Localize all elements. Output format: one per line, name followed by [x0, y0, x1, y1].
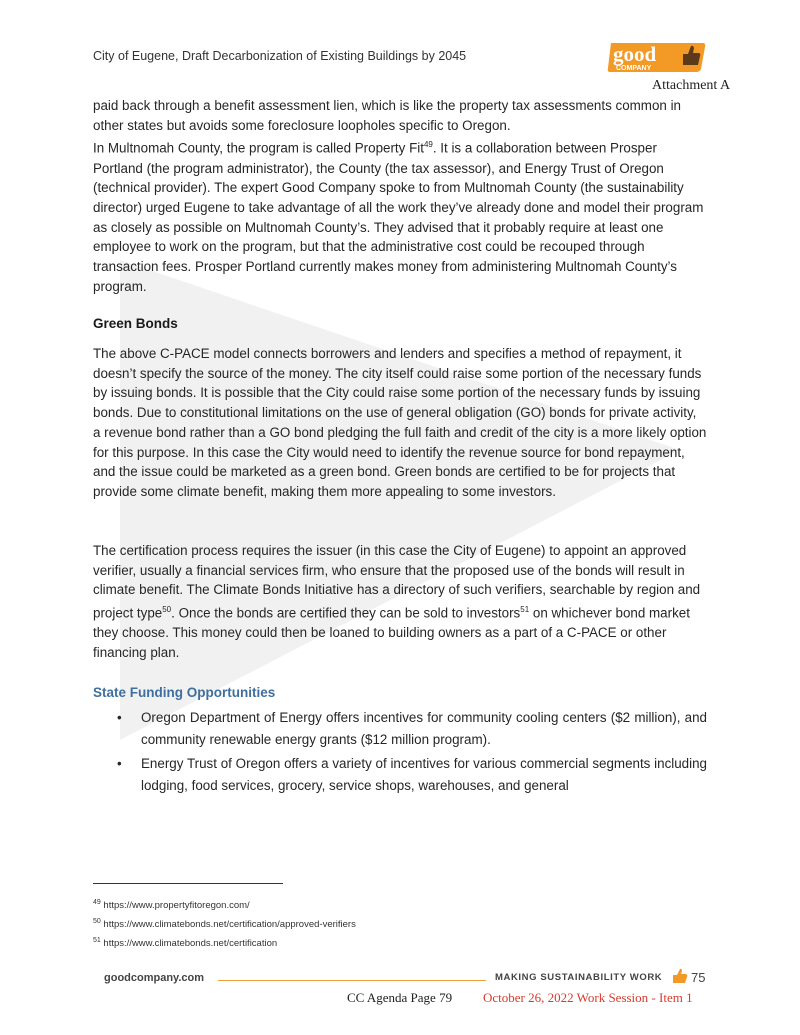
- footnote-ref-50: 50: [162, 605, 172, 615]
- footnote-link[interactable]: https://www.climatebonds.net/certification: [100, 938, 278, 950]
- agenda-page-label: CC Agenda Page 79: [347, 990, 453, 1005]
- list-item-text: Oregon Department of Energy offers incentives for community cooling centers ($2 million), and community renewable energy grants ($12 million program).: [141, 710, 707, 747]
- footnote-link[interactable]: https://www.climatebonds.net/certification/approved-verifiers: [100, 919, 356, 931]
- green-bonds-p2: [93, 541, 707, 663]
- footnote-num: 50: [93, 918, 101, 926]
- green-bonds-p1: The above C-PACE model connects borrowers and lenders and specifies a method of repayment, it doesn’t specify the source of the money. The city itself could raise some portion of the necessary funds by issuing bonds. It is possible that the City could raise some portion of the necessary funds by issuing bonds. Due to constitutional limitations on the use of general obligation (GO) bonds for private activity, a revenue bond rather than a GO bond pledging the full faith and credit of the city is a more likely option for this purpose. In this case the City would need to identify the revenue source for bond repayment, and the issue could be marketed as a green bond. Green bonds are certified to be for projects that provide some climate benefit, making them more appealing to some investors.: [93, 346, 707, 499]
- state-funding-list: [115, 707, 707, 799]
- paragraph-multnomah: [93, 135, 707, 296]
- footnote-num: 49: [93, 899, 101, 906]
- thumbs-up-icon: [672, 968, 688, 984]
- logo-word: good: [613, 42, 657, 66]
- paragraph-multnomah-a: In Multnomah County, the program is called Property Fit: [93, 140, 424, 156]
- footnote-num: 51: [93, 937, 101, 945]
- paragraph-lien: paid back through a benefit assessment lien, which is like the property tax assessments common in other states but avoids some foreclosure loopholes specific to Oregon.: [93, 98, 681, 133]
- footer-website[interactable]: goodcompany.com: [104, 972, 205, 984]
- bullet-icon: •: [117, 756, 122, 771]
- footnote-49: [93, 895, 356, 914]
- green-bonds-heading: Green Bonds: [93, 316, 178, 331]
- logo-sub: COMPANY: [616, 65, 652, 72]
- footnote-51: [93, 933, 356, 952]
- work-session-label: October 26, 2022 Work Session - Item 1: [483, 990, 693, 1005]
- green-bonds-p2-c: on whichever bond market they choose. This money could then be loaned to building owners as a part of a C-PACE or other financing plan.: [93, 605, 690, 660]
- list-item: [115, 707, 707, 751]
- footnote-ref-49: 49: [423, 140, 433, 150]
- header-title: City of Eugene, Draft Decarbonization of Existing Buildings by 2045: [93, 49, 467, 63]
- green-bonds-p2-a: The certification process requires the issuer (in this case the City of Eugene) to appoint an approved verifier, usually a financial services firm, who ensure that the proposed use of the bonds will result in climate benefit. The Climate Bonds Initiative has a directory of such verifiers, searchable by region and project type: [93, 543, 701, 621]
- list-item: [115, 753, 707, 797]
- footnote-link[interactable]: https://www.propertyfitoregon.com/: [100, 900, 250, 912]
- footnote-divider: [93, 883, 283, 884]
- footnote-50: [93, 914, 356, 933]
- footer-divider: [218, 980, 486, 981]
- intro-text: [93, 96, 707, 297]
- green-bonds-p2-b: . Once the bonds are certified they can be sold to investors: [171, 605, 521, 621]
- state-funding-heading: State Funding Opportunities: [93, 685, 276, 700]
- bullet-icon: •: [117, 710, 122, 725]
- footnote-ref-51: 51: [520, 605, 530, 615]
- paragraph-multnomah-b: . It is a collaboration between Prosper Portland (the program administrator), the County (the tax assessor), and Energy Trust of Oregon (technical provider). The expert Good Company spoke to from Multnomah County (the sustainability director) urged Eugene to take advantage of all the work they’ve already done and model their program as closely as possible on Multnomah County’s. They advised that it probably require at least one employee to work on the program, but that the administrative cost could be recouped through transaction fees. Prosper Portland currently makes money from administering Multnomah County’s program.: [93, 140, 704, 294]
- list-item-text: Energy Trust of Oregon offers a variety of incentives for various commercial segments including lodging, food services, grocery, service shops, warehouses, and general: [141, 756, 707, 793]
- good-company-logo: [607, 41, 707, 73]
- footnotes: [93, 895, 356, 952]
- footer-tagline: MAKING SUSTAINABILITY WORK: [495, 972, 663, 983]
- page-number: 75: [691, 970, 706, 985]
- attachment-label: Attachment A: [652, 78, 731, 93]
